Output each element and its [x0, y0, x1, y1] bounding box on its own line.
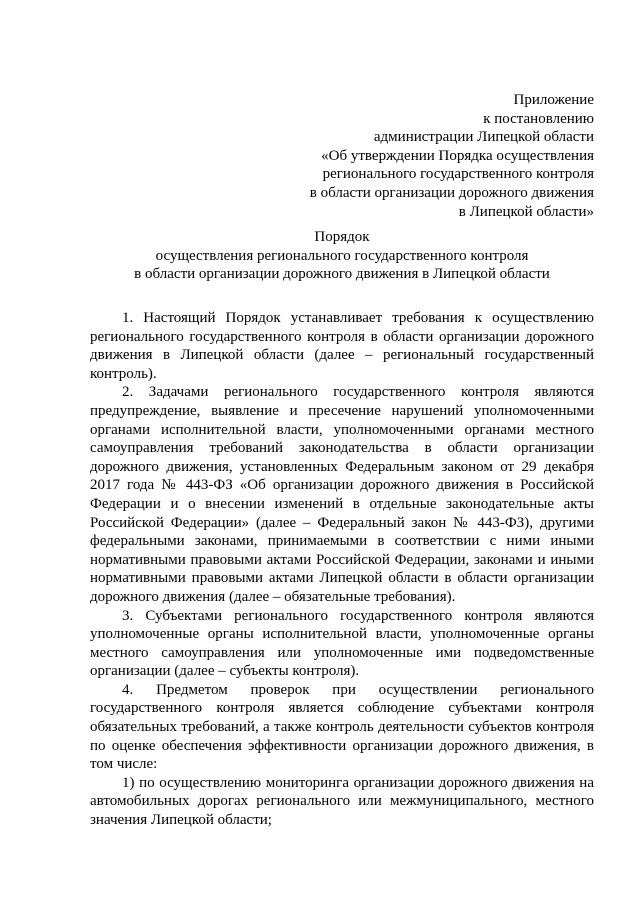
document-title — [90, 228, 594, 284]
paragraph: 2. Задачами регионального государственного контроля являются предупреждение, выявление и пресечение нарушений уполномоченными органами исполнительной власти, уполномоченными органами местного самоуправления требований законодательства в области организации дорожного движения, установленных Федеральным законом от 29 декабря 2017 года № 443-ФЗ «Об организации дорожного движения в Российской Федерации и о внесении изменений в отдельные законодательные акты Российской Федерации» (далее – Федеральный закон № 443-ФЗ), другими федеральными законами, принимаемыми в соответствии с ними иными нормативными правовыми актами Российской Федерации, законами и иными нормативными правовыми актами Липецкой области в области организации дорожного движения (далее – обязательные требования). — [90, 384, 594, 605]
appendix-line: регионального государственного контроля — [322, 166, 594, 183]
appendix-line: администрации Липецкой области — [373, 129, 594, 146]
title-line: в области организации дорожного движения в Липецкой области — [134, 266, 550, 283]
paragraph: 3. Субъектами регионального государственного контроля являются уполномоченные органы исполнительной власти, уполномоченные органы местного самоуправления или уполномоченные ими подведомственные организации (далее – субъекты контроля). — [90, 607, 594, 680]
document-body — [90, 309, 594, 830]
appendix-line: Приложение — [513, 92, 594, 108]
title-line: осуществления регионального государственного контроля — [155, 247, 529, 264]
appendix-line: «Об утверждении Порядка осуществления — [321, 147, 594, 164]
paragraph: 1. Настоящий Порядок устанавливает требования к осуществлению регионального государственного контроля в области организации дорожного движения в Липецкой области (далее – региональный государственный контроль). — [90, 310, 594, 382]
appendix-line: к постановлению — [483, 110, 594, 127]
appendix-line: в Липецкой области» — [458, 203, 594, 220]
appendix-header — [254, 91, 594, 221]
title-line: Порядок — [314, 229, 370, 245]
paragraph: 4. Предметом проверок при осуществлении регионального государственного контроля является соблюдение субъектами контроля обязательных требований, а также контроль деятельности субъектов контроля по оценке обеспечения эффективности организации дорожного движения, в том числе: — [90, 681, 594, 773]
paragraph: 1) по осуществлению мониторинга организации дорожного движения на автомобильных дорогах регионального или межмуниципального, местного значения Липецкой области; — [90, 774, 594, 829]
appendix-line: в области организации дорожного движения — [309, 184, 594, 201]
